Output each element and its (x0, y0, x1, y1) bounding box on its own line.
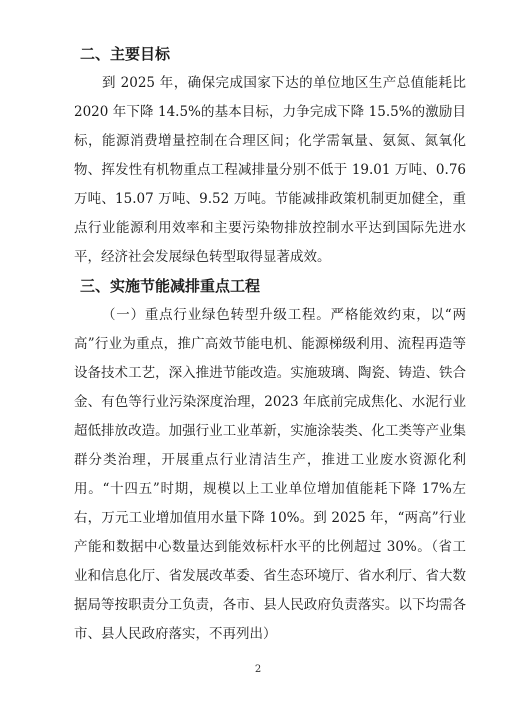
section-key-projects (74, 272, 466, 649)
section-heading-main-goals: 二、主要目标 (80, 45, 171, 63)
page-number: 2 (254, 664, 262, 675)
paragraph-industry-green-transformation: （一）重点行业绿色转型升级工程。严格能效约束，以“两高”行业为重点，推广高效节能电机、能源梯级利用、流程再造等设备技术工艺，深入推进节能改造。实施玻璃、陶瓷、铸造、铁合金、有色等行业污染深度治理，2023 年底前完成焦化、水泥行业超低排放改造。加强行业工业革新，实施涂装类、化工类等产业集群分类治理，开展重点行业清洁生产，推进工业废水资源化利用。“十四五”时期，规模以上工业单位增加值能耗下降 17%左右，万元工业增加值用水量下降 10%。到 2025 年，“两高”行业产能和数据中心数量达到能效标杆水平的比例超过 30%。（省工业和信息化厅、省发展改革委、省生态环境厅、省水利厅、省大数据局等按职责分工负责，各市、县人民政府负责落实。以下均需各市、县人民政府落实，不再列出） (74, 307, 466, 642)
paragraph-main-goals: 到 2025 年，确保完成国家下达的单位地区生产总值能耗比 2020 年下降 14.5%的基本目标，力争完成下降 15.5%的激励目标，能源消费增量控制在合理区间；化学需氧量、氨氮、氮氧化物、挥发性有机物重点工程减排量分别不低于 19.01 万吨、0.76 万吨、15.07 万吨、9.52 万吨。节能减排政策机制更加健全，重点行业能源利用效率和主要污染物排放控制水平达到国际先进水平，经济社会发展绿色转型取得显著成效。 (74, 75, 466, 265)
section-heading-key-projects: 三、实施节能减排重点工程 (80, 277, 261, 295)
document-body (74, 40, 466, 649)
section-main-goals (74, 40, 466, 272)
